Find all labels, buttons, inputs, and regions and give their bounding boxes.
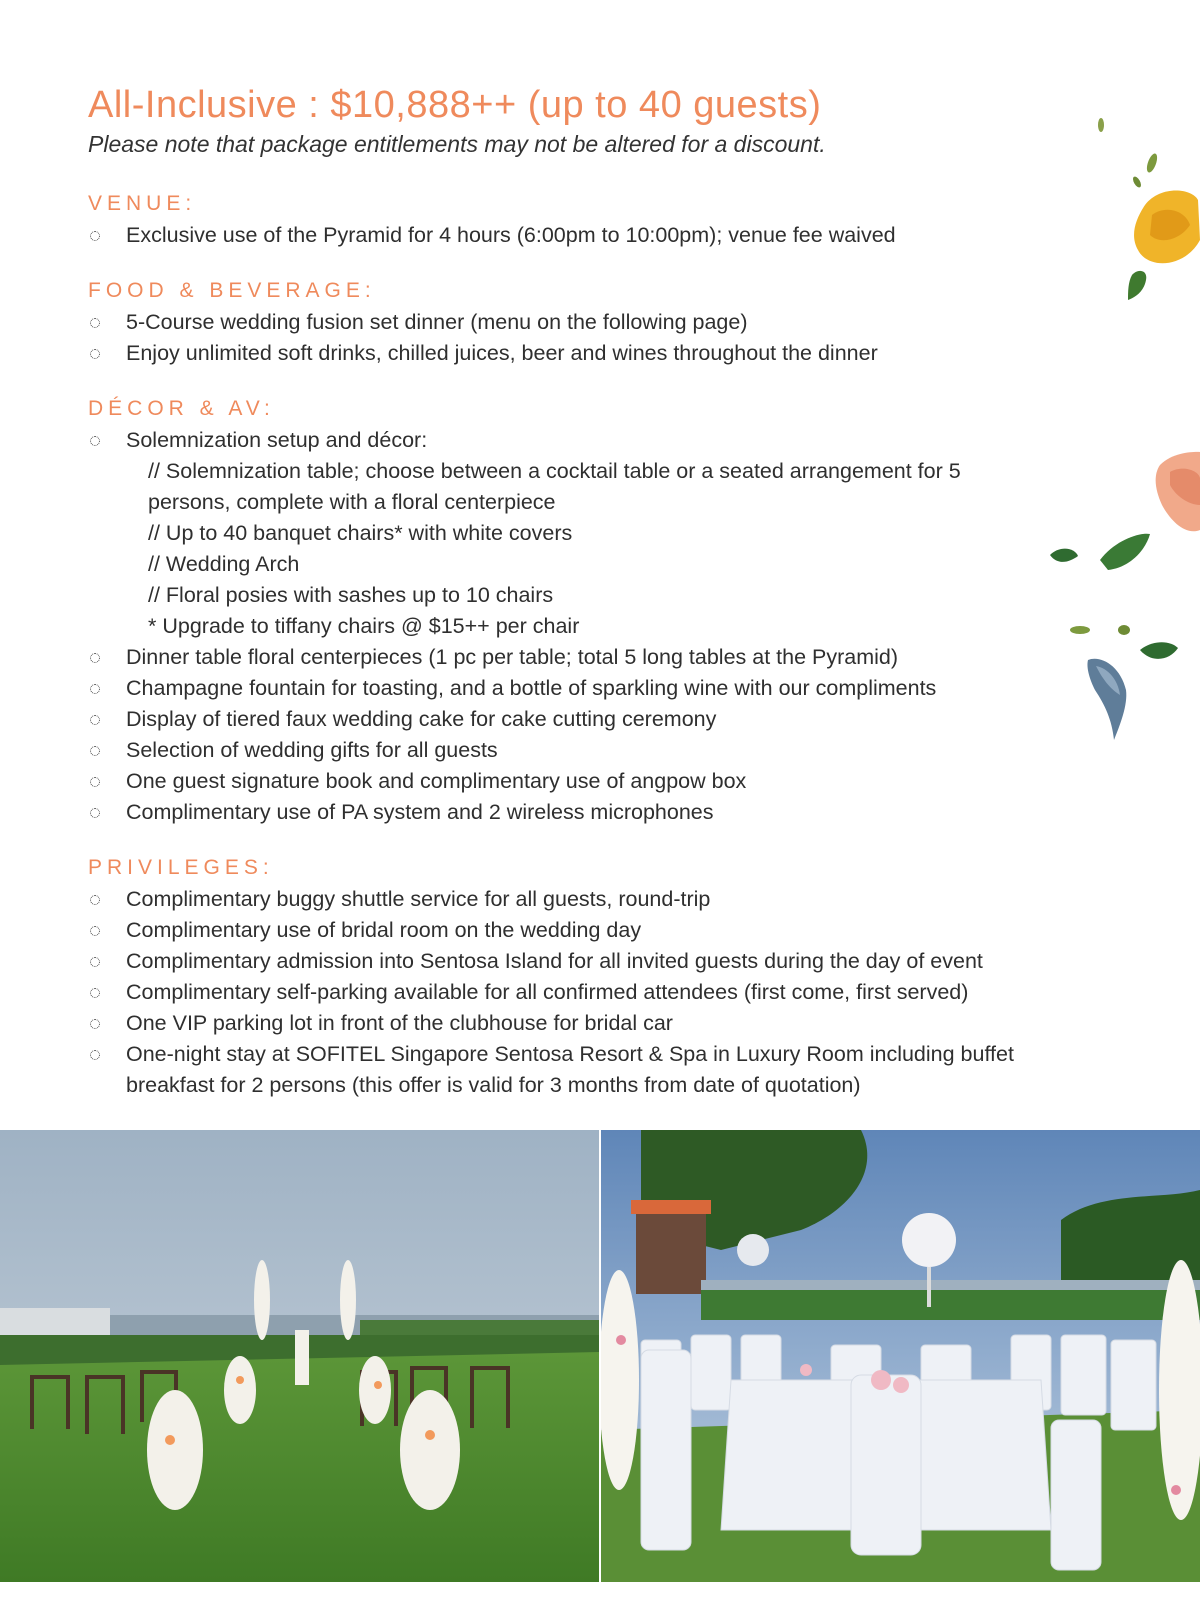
leaf-icon xyxy=(1145,152,1159,174)
list-item: Complimentary use of PA system and 2 wireless microphones xyxy=(88,797,1048,828)
bullet-icon xyxy=(90,349,100,359)
list-item: Complimentary buggy shuttle service for all guests, round-trip xyxy=(88,884,1048,915)
bullet-icon xyxy=(90,957,100,967)
sub-list-item: // Wedding Arch xyxy=(148,552,300,576)
leaf-icon xyxy=(1131,175,1142,188)
list-item xyxy=(88,425,1048,642)
list-item: Complimentary use of bridal room on the wedding day xyxy=(88,915,1048,946)
list-item: Complimentary admission into Sentosa Island for all invited guests during the day of event xyxy=(88,946,1048,977)
leaf-icon xyxy=(1140,642,1178,659)
bullet-icon xyxy=(90,988,100,998)
decor-section xyxy=(88,395,1048,828)
list-item: 5-Course wedding fusion set dinner (menu on the following page) xyxy=(88,307,1048,338)
leaf-icon xyxy=(1128,271,1146,300)
leaf-icon xyxy=(1070,626,1090,634)
outdoor-ceremony-photo xyxy=(0,1130,599,1582)
bullet-icon xyxy=(90,653,100,663)
solemnization-label: Solemnization setup and décor: xyxy=(126,428,428,452)
bullet-icon xyxy=(90,231,100,241)
bullet-icon xyxy=(90,318,100,328)
list-item: Dinner table floral centerpieces (1 pc per table; total 5 long tables at the Pyramid) xyxy=(88,642,1048,673)
bullet-icon xyxy=(90,777,100,787)
list-item: Exclusive use of the Pyramid for 4 hours (6:00pm to 10:00pm); venue fee waived xyxy=(88,220,1048,251)
list-item: Selection of wedding gifts for all guests xyxy=(88,735,1048,766)
package-content xyxy=(88,82,1048,1101)
sub-list-item: // Up to 40 banquet chairs* with white covers xyxy=(148,521,573,545)
privileges-section xyxy=(88,854,1048,1101)
bullet-icon xyxy=(90,746,100,756)
bullet-icon xyxy=(90,436,100,446)
package-title: All-Inclusive : $10,888++ (up to 40 guests) xyxy=(88,84,822,126)
privileges-list xyxy=(88,884,1048,1101)
food-heading: FOOD & BEVERAGE: xyxy=(88,279,376,302)
solemnization-sublist xyxy=(126,456,1048,611)
privileges-heading: PRIVILEGES: xyxy=(88,856,274,879)
bullet-icon xyxy=(90,895,100,905)
bullet-icon xyxy=(90,926,100,936)
dinner-setup-photo xyxy=(601,1130,1200,1582)
list-item: Complimentary self-parking available for all confirmed attendees (first come, first served) xyxy=(88,977,1048,1008)
photo-strip xyxy=(0,1130,1200,1582)
leaf-icon xyxy=(1098,118,1104,132)
balloon-light xyxy=(737,1234,769,1266)
bullet-icon xyxy=(90,715,100,725)
sub-list-item: // Floral posies with sashes up to 10 chairs xyxy=(148,583,554,607)
decor-heading: DÉCOR & AV: xyxy=(88,397,275,420)
food-section xyxy=(88,277,1048,369)
list-item: Enjoy unlimited soft drinks, chilled juices, beer and wines throughout the dinner xyxy=(88,338,1048,369)
bullet-icon xyxy=(90,808,100,818)
venue-section xyxy=(88,190,1048,251)
decor-list xyxy=(88,425,1048,828)
list-item: One VIP parking lot in front of the clubhouse for bridal car xyxy=(88,1008,1048,1039)
venue-heading: VENUE: xyxy=(88,192,197,215)
food-list xyxy=(88,307,1048,369)
sub-list-item: // Solemnization table; choose between a cocktail table or a seated arrangement for 5 persons, complete with a floral centerpiece xyxy=(148,459,961,514)
bullet-icon xyxy=(90,684,100,694)
upgrade-note: * Upgrade to tiffany chairs @ $15++ per chair xyxy=(148,614,580,638)
decorative-leaves xyxy=(1020,0,1200,760)
package-subtitle: Please note that package entitlements may not be altered for a discount. xyxy=(88,131,826,157)
venue-list xyxy=(88,220,1048,251)
leaf-icon xyxy=(1050,549,1078,562)
list-item: One guest signature book and complimentary use of angpow box xyxy=(88,766,1048,797)
bullet-icon xyxy=(90,1050,100,1060)
balloon-light xyxy=(902,1213,956,1267)
list-item: One-night stay at SOFITEL Singapore Sentosa Resort & Spa in Luxury Room including buffet breakfast for 2 persons (this offer is valid for 3 months from date of quotation) xyxy=(88,1039,1048,1101)
list-item: Display of tiered faux wedding cake for cake cutting ceremony xyxy=(88,704,1048,735)
leaf-icon xyxy=(1100,534,1150,570)
leaf-icon xyxy=(1118,625,1130,635)
list-item: Champagne fountain for toasting, and a bottle of sparkling wine with our compliments xyxy=(88,673,1048,704)
bullet-icon xyxy=(90,1019,100,1029)
